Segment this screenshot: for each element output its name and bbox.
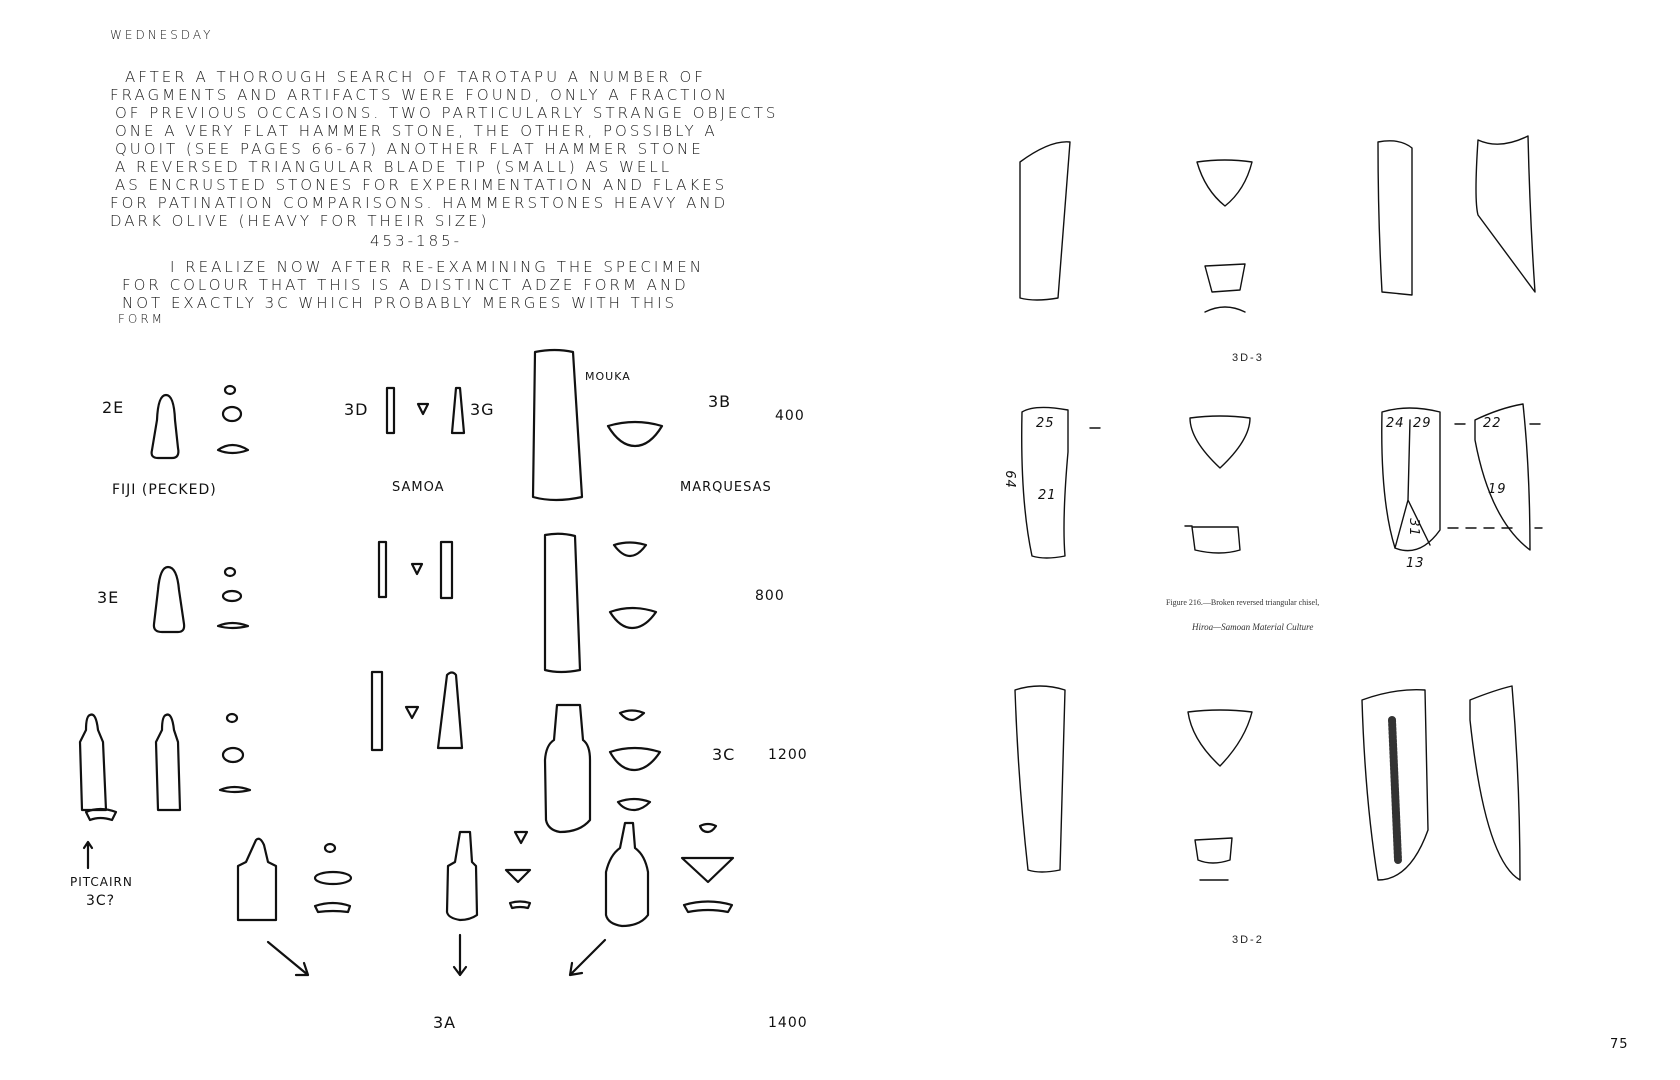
note-line: AFTER A THOROUGH SEARCH OF TAROTAPU A NUMBER OF [125,68,706,86]
adze-samoa-3b [438,673,462,749]
chisel-3d2-section-bottom [1195,838,1232,863]
section-3c-bottom [618,799,650,810]
date-1400: 1400 [768,1015,808,1031]
chisel-3d3-front [1020,142,1070,300]
section-3b [608,422,662,446]
adze-samoa-3a [372,672,382,750]
measurement-64: 64 [1001,470,1017,489]
adze-2e-outline [152,395,179,458]
chisel-3d2-side-b [1470,686,1520,880]
section-samoa-3 [406,707,418,718]
adze-3a-right [606,823,648,926]
arrow-right-to-3a [570,940,605,975]
chisel-3d3-side-b [1476,136,1535,292]
adze-samoa-2a [379,542,386,597]
adze-3a-center [447,832,477,920]
adze-pitcairn-b [156,715,180,810]
label-3g: 3G [470,400,495,419]
chisel-3d3-section-arc [1205,307,1245,312]
chisel-3d2-side-a-fill [1392,720,1398,860]
adze-3e-outline [154,567,184,632]
chisel-216-section-top [1190,416,1250,468]
label-mouka: MOUKA [585,370,631,383]
section-2e-bottom [218,445,248,453]
measurement-25: 25 [1036,416,1055,431]
note-line: FOR COLOUR THAT THIS IS A DISTINCT ADZE FORM AND [122,276,689,294]
note-line: FRAGMENTS AND ARTIFACTS WERE FOUND, ONLY A FRACTION [110,86,729,104]
note-line: FORM [118,312,166,326]
note-line: AS ENCRUSTED STONES FOR EXPERIMENTATION AND FLAKES [115,176,728,194]
figure-label-3d3: 3D-3 [1232,352,1264,364]
label-pitcairn-3c: 3C? [86,893,116,909]
section-3e-bottom [218,623,248,628]
section-3d [418,404,428,414]
label-3b: 3B [708,392,732,411]
label-pitcairn: PITCAIRN [70,875,133,889]
section-3c-mid [610,748,660,770]
right-page-drawings [1015,136,1542,880]
adze-samoa-2b [441,542,452,598]
measurement-13: 13 [1406,556,1425,571]
section-3a-center-bottom [510,902,530,909]
arrow-left-to-3a [268,942,308,975]
chisel-216-section-bottom [1192,527,1240,553]
label-3e: 3E [97,588,120,607]
chisel-3d3-section-bottom [1205,264,1245,292]
section-pitcairn-top [227,714,237,722]
section-3a-left-mid [315,872,351,884]
section-3a-right-bottom [684,902,732,913]
measurement-29: 29 [1413,416,1432,431]
adze-3a-left [238,839,276,920]
note-line: A REVERSED TRIANGULAR BLADE TIP (SMALL) AS WELL [115,158,673,176]
figure-source: Hiroa—Samoan Material Culture [1192,622,1314,632]
note-line: DARK OLIVE (HEAVY FOR THEIR SIZE) [110,212,490,230]
section-2e-mid [223,407,241,421]
figure-label-3d2: 3D-2 [1232,934,1264,946]
section-3e-mid [223,591,241,601]
measurement-19: 19 [1488,482,1507,497]
note-line: OF PREVIOUS OCCASIONS. TWO PARTICULARLY STRANGE OBJECTS [115,104,779,122]
arrow-pitcairn-up [84,842,92,868]
label-fiji: FIJI (PECKED) [112,482,217,498]
section-3e-top [225,568,235,576]
chisel-3d3-section-top [1197,160,1252,206]
section-3a-center-top [515,832,527,843]
date-800: 800 [755,588,785,604]
section-3c-top [620,711,644,721]
label-marquesas: MARQUESAS [680,480,772,495]
adze-3g-outline [452,388,464,433]
section-pitcairn-mid [223,748,243,762]
note-line: NOT EXACTLY 3C WHICH PROBABLY MERGES WITH THIS [122,294,678,312]
note-line: FOR PATINATION COMPARISONS. HAMMERSTONES HEAVY AND [110,194,729,212]
note-line: ONE A VERY FLAT HAMMER STONE, THE OTHER, POSSIBLY A [115,122,718,140]
section-pitcairn-bottom [220,787,250,792]
section-marquesas-2a [614,543,646,557]
section-3a-right-mid [682,858,733,882]
page-number: 75 [1610,1037,1629,1052]
reference-number: 453-185- [370,232,463,250]
heading-wednesday: WEDNESDAY [110,28,214,42]
adze-3d-outline [387,388,394,433]
note-line: I REALIZE NOW AFTER RE-EXAMINING THE SPECIMEN [170,258,704,276]
section-3a-right-top [700,824,716,832]
section-2e-top [225,386,235,394]
figure-caption: Figure 216.—Broken reversed triangular chisel, [1166,598,1320,607]
section-marquesas-2b [610,608,656,628]
tick-marks [1090,424,1542,528]
label-samoa: SAMOA [392,480,445,495]
section-samoa-2 [412,564,422,574]
label-2e: 2E [102,398,125,417]
chisel-3d2-section-top [1188,710,1252,766]
measurement-21: 21 [1038,488,1057,503]
adze-3c-marquesas [545,705,590,832]
date-1200: 1200 [768,747,808,763]
measurement-31: 31 [1405,518,1421,537]
label-3d: 3D [344,400,369,419]
chisel-3d2-front [1015,686,1065,872]
measurement-24: 24 [1386,416,1405,431]
adze-mouka-outline [533,350,582,500]
measurement-22: 22 [1483,416,1502,431]
adze-marquesas-2 [545,534,580,672]
adze-pitcairn-a [80,715,106,810]
section-3a-center-mid [506,870,530,882]
section-3a-left-bottom [315,903,350,912]
chisel-3d3-side-a [1378,141,1412,295]
date-400: 400 [775,408,805,424]
label-3c: 3C [712,745,736,764]
label-3a: 3A [433,1013,457,1032]
arrow-center-to-3a [454,935,466,975]
note-line: QUOIT (SEE PAGES 66-67) ANOTHER FLAT HAMMER STONE [115,140,704,158]
section-3a-left-top [325,844,335,852]
